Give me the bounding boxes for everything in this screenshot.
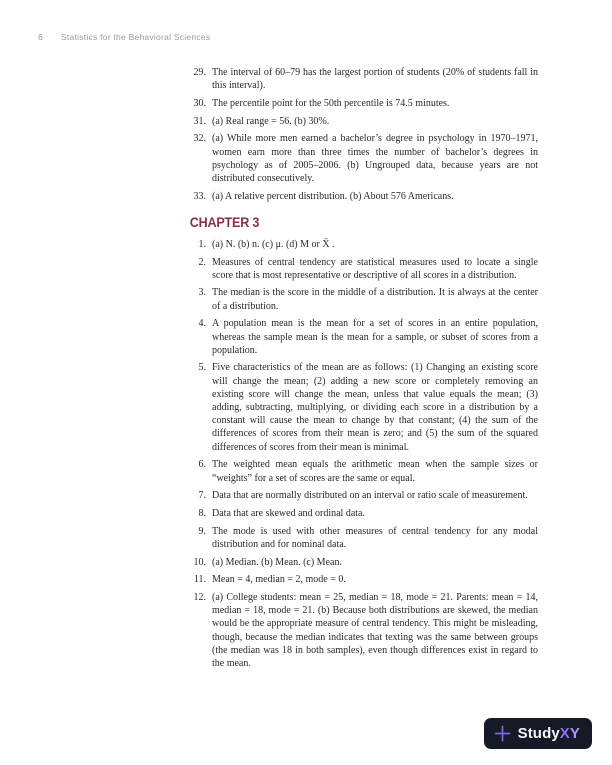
answer-number: 10. xyxy=(193,556,206,568)
answer-item xyxy=(186,458,538,484)
answer-item xyxy=(186,507,538,520)
answer-text: A population mean is the mean for a set of scores in an entire population, whereas the sample mean is the mean for a sample, or subset of scores from a population. xyxy=(212,318,538,356)
answer-number: 6. xyxy=(198,459,206,471)
answer-text: The percentile point for the 50th percentile is 74.5 minutes. xyxy=(212,97,450,109)
answer-number: 8. xyxy=(198,507,206,519)
logo-study-text: Study xyxy=(517,724,560,742)
answer-text: Data that are normally distributed on an interval or ratio scale of measurement. xyxy=(212,490,528,502)
running-title: Statistics for the Behavioral Sciences xyxy=(60,32,211,42)
answer-number: 2. xyxy=(198,256,206,268)
answer-number: 9. xyxy=(198,525,206,537)
answer-number: 31. xyxy=(193,115,206,127)
chapter3-answer-list xyxy=(186,238,538,670)
answer-item xyxy=(186,286,538,312)
answer-text: (a) A relative percent distribution. (b) About 576 Americans. xyxy=(212,190,454,202)
answer-text: Measures of central tendency are statistical measures used to locate a single score that is most representative or descriptive of all scores in a distribution. xyxy=(212,256,538,281)
chapter-heading: CHAPTER 3 xyxy=(189,214,260,230)
answer-text: (a) Median. (b) Mean. (c) Mean. xyxy=(212,556,342,568)
logo-wordmark xyxy=(518,726,580,741)
answer-item xyxy=(186,556,538,569)
logo-y-text: Y xyxy=(569,724,580,742)
answer-number: 30. xyxy=(193,97,206,109)
answer-item xyxy=(186,489,538,502)
answer-text: The weighted mean equals the arithmetic mean when the sample sizes or “weights” for a set of scores are the same or equal. xyxy=(212,459,538,484)
answer-item xyxy=(186,97,538,110)
chapter2-answer-list xyxy=(186,66,538,203)
answer-item xyxy=(186,190,538,203)
answer-number: 3. xyxy=(198,287,206,299)
answers-column xyxy=(186,66,538,675)
answer-text: (a) College students: mean = 25, median = 18, mode = 21. Parents: mean = 14, median = 18, mode = 21. (b) Because both distributions are skewed, the median would be the appropriate measure of central tendency. This might be misleading, though, because the median indicates that texting was the same between groups (the median was 18 in both samples), even though differences exist in regard to the mean. xyxy=(212,592,538,670)
page-header xyxy=(38,32,210,42)
answer-item xyxy=(186,238,538,251)
answer-text: Five characteristics of the mean are as follows: (1) Changing an existing score will change the mean; (2) adding a new score or completely removing an existing score will change the mean, unless that value equals the mean; (3) adding, subtracting, multiplying, or dividing each score in a distribution by a constant will cause the mean to change by that constant; (4) the sum of the differences of scores from their mean is zero; and (5) the sum of the squared differences of scores from their mean is minimal. xyxy=(212,362,538,453)
answer-text: Mean = 4, median = 2, mode = 0. xyxy=(212,574,346,586)
answer-text: Data that are skewed and ordinal data. xyxy=(212,507,365,519)
answer-number: 33. xyxy=(193,190,206,202)
answer-item xyxy=(186,132,538,185)
answer-item xyxy=(186,361,538,453)
answer-number: 7. xyxy=(198,490,206,502)
logo-x-text: X xyxy=(559,724,570,742)
studyxy-logo[interactable] xyxy=(484,718,592,749)
answer-item xyxy=(186,115,538,128)
answer-text: The median is the score in the middle of a distribution. It is always at the center of a distribution. xyxy=(212,287,538,312)
answer-item xyxy=(186,573,538,586)
answer-item xyxy=(186,66,538,92)
answer-number: 29. xyxy=(193,67,206,78)
answer-number: 5. xyxy=(198,362,206,374)
answer-item xyxy=(186,525,538,551)
answer-text: (a) Real range = 56. (b) 30%. xyxy=(212,115,330,127)
answer-number: 1. xyxy=(198,238,206,250)
page-number: 6 xyxy=(38,32,43,42)
answer-text: The mode is used with other measures of central tendency for any modal distribution and for nominal data. xyxy=(212,525,538,550)
answer-item xyxy=(186,591,538,670)
answer-number: 32. xyxy=(193,133,206,145)
answer-text: The interval of 60–79 has the largest portion of students (20% of students fall in this interval). xyxy=(212,67,538,92)
answer-text: (a) While more men earned a bachelor’s degree in psychology in 1970–1971, women earn more than three times the number of bachelor’s degrees in psychology as of 2005–2006. (b) Ungrouped data, because years are not distributed consecutively. xyxy=(212,133,538,184)
answer-text: (a) N. (b) n. (c) μ. (d) M or X̄ . xyxy=(212,238,335,250)
answer-number: 4. xyxy=(198,318,206,330)
answer-number: 12. xyxy=(193,592,206,603)
plus-icon xyxy=(494,725,511,742)
answer-number: 11. xyxy=(193,574,206,586)
answer-item xyxy=(186,256,538,282)
answer-item xyxy=(186,317,538,357)
